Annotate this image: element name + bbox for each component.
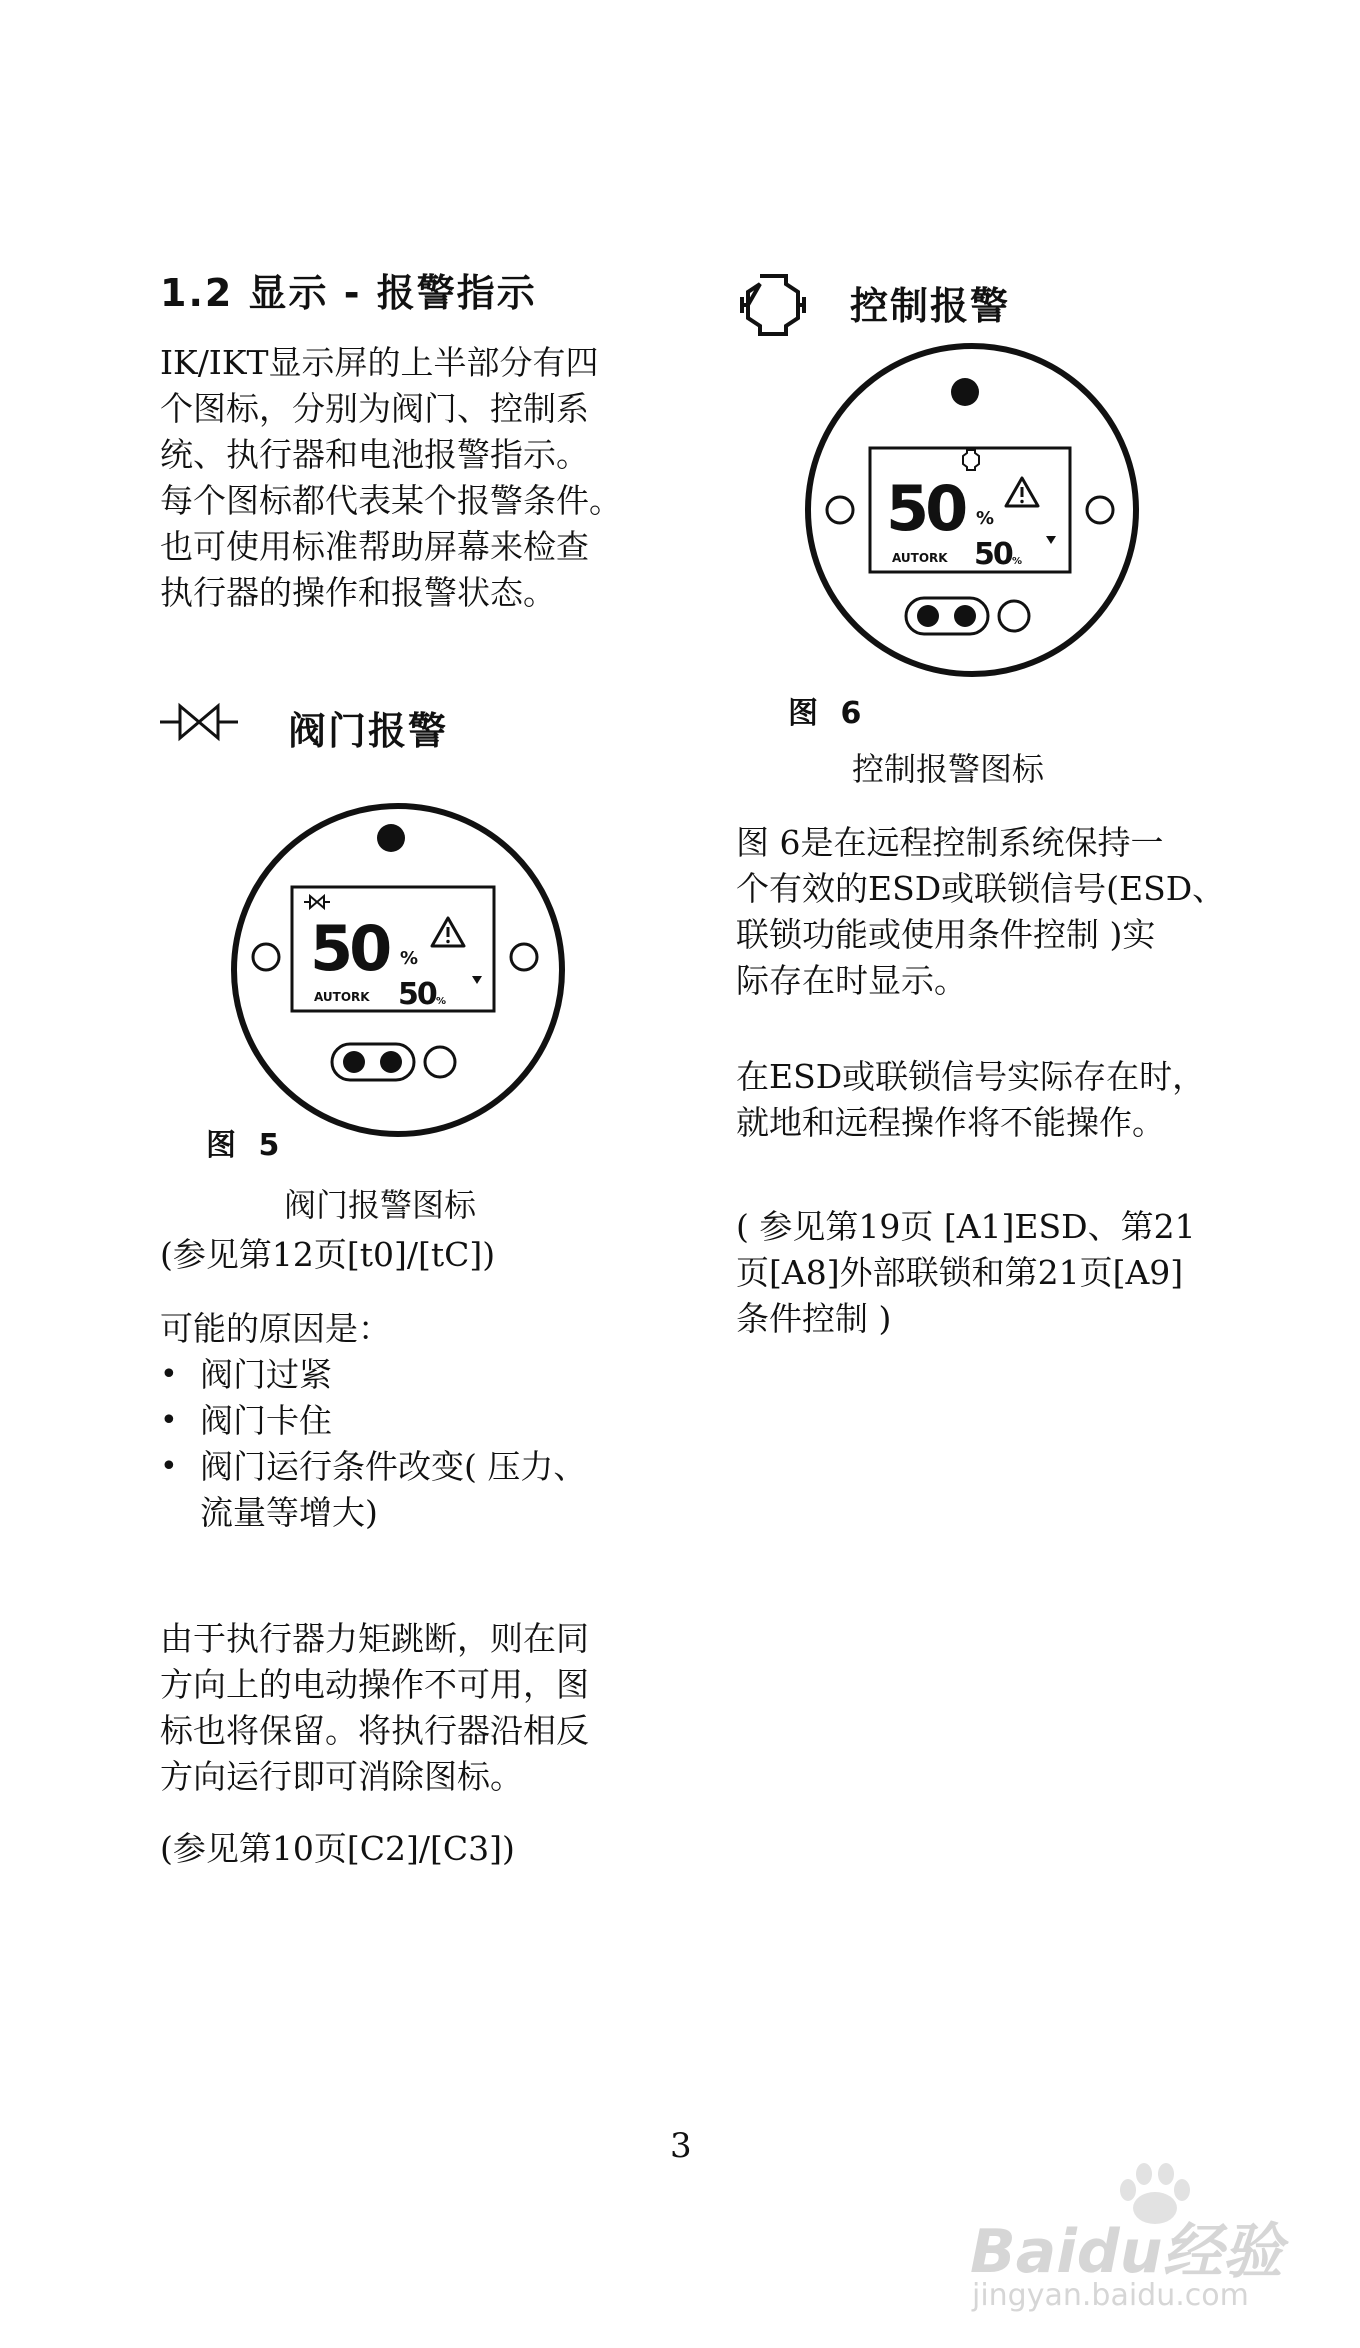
right-indicator-circle [511, 944, 537, 970]
intro-line: IK/IKT显示屏的上半部分有四 [160, 343, 599, 382]
control-paragraph-3 [736, 1204, 1196, 1342]
reference-2: (参见第10页[C2]/[C3]) [160, 1829, 515, 1868]
note-paragraph [160, 1616, 589, 1800]
control-alarm-heading: 控制报警 [850, 284, 1011, 328]
paragraph-line: ( 参见第19页 [A1]ESD、第21 [736, 1207, 1196, 1246]
note-line: 由于执行器力矩跳断，则在同 [160, 1619, 589, 1658]
paragraph-line: 页[A8]外部联锁和第21页[A9] [736, 1253, 1184, 1292]
actuator-display-figure-5 [228, 800, 568, 1140]
button-dot-left [917, 605, 939, 627]
actuator-display-figure-6 [802, 340, 1142, 680]
section-heading: 1.2 显示 - 报警指示 [160, 271, 537, 315]
cause-line: 流量等增大) [200, 1493, 378, 1532]
button-empty-circle [999, 601, 1029, 631]
paragraph-line: 就地和远程操作将不能操作。 [736, 1103, 1165, 1142]
causes-title: 可能的原因是： [160, 1309, 391, 1348]
paragraph-line: 在ESD或联锁信号实际存在时， [736, 1057, 1206, 1096]
paragraph-line: 条件控制 ) [736, 1299, 892, 1338]
figure-6-caption: 控制报警图标 [852, 750, 1045, 788]
reference-1: (参见第12页[t0]/[tC]) [160, 1235, 496, 1274]
figure-5-caption: 阀门报警图标 [284, 1186, 477, 1224]
control-paragraph-1 [736, 820, 1225, 1004]
lcd-main-value: 50 [310, 912, 389, 985]
paragraph-line: 个有效的ESD或联锁信号(ESD、 [736, 869, 1226, 908]
lcd-secondary-unit: % [1012, 556, 1023, 567]
intro-line: 每个图标都代表某个报警条件。 [160, 481, 622, 520]
list-item [160, 1444, 586, 1536]
intro-line: 也可使用标准帮助屏幕来检查 [160, 527, 589, 566]
list-item: • 阀门卡住 [160, 1398, 586, 1444]
intro-line: 执行器的操作和报警状态。 [160, 573, 556, 612]
right-indicator-circle [1087, 497, 1113, 523]
top-indicator-dot [377, 824, 405, 852]
figure-6-label: 图 6 [788, 696, 868, 731]
causes-list [160, 1352, 586, 1536]
paragraph-line: 图 6是在远程控制系统保持一 [736, 823, 1164, 862]
button-empty-circle [425, 1047, 455, 1077]
cause-line: • 阀门运行条件改变( 压力、 [200, 1447, 587, 1486]
intro-line: 个图标，分别为阀门、控制系 [160, 389, 589, 428]
intro-line: 统、执行器和电池报警指示。 [160, 435, 589, 474]
paragraph-line: 联锁功能或使用条件控制 )实 [736, 915, 1156, 954]
lcd-main-unit: % [976, 508, 995, 529]
watermark-brand: Baidu经验 [970, 2217, 1283, 2287]
top-indicator-dot [951, 378, 979, 406]
valve-alarm-heading: 阀门报警 [288, 709, 449, 753]
page-number: 3 [670, 2126, 692, 2166]
lcd-mode-label: AUTORK [892, 551, 948, 565]
control-paragraph-2 [736, 1054, 1205, 1146]
intro-paragraph [160, 340, 622, 616]
left-indicator-circle [827, 497, 853, 523]
valve-icon [158, 700, 240, 744]
lcd-secondary-value: 50 [974, 537, 1012, 572]
lcd-main-unit: % [400, 948, 419, 969]
watermark-url: jingyan.baidu.com [972, 2278, 1249, 2313]
note-line: 方向运行即可消除图标。 [160, 1757, 523, 1796]
note-line: 标也将保留。将执行器沿相反 [160, 1711, 589, 1750]
baidu-watermark [960, 2160, 1340, 2320]
button-dot-right [954, 605, 976, 627]
control-system-icon [738, 270, 808, 340]
lcd-secondary-value: 50 [398, 977, 436, 1012]
paragraph-line: 际存在时显示。 [736, 961, 967, 1000]
lcd-secondary-unit: % [436, 996, 447, 1007]
left-indicator-circle [253, 944, 279, 970]
list-item: • 阀门过紧 [160, 1352, 586, 1398]
lcd-mode-label: AUTORK [314, 990, 370, 1004]
note-line: 方向上的电动操作不可用，图 [160, 1665, 589, 1704]
figure-5-label: 图 5 [206, 1128, 286, 1163]
button-dot-right [380, 1051, 402, 1073]
button-dot-left [343, 1051, 365, 1073]
lcd-main-value: 50 [886, 472, 965, 545]
